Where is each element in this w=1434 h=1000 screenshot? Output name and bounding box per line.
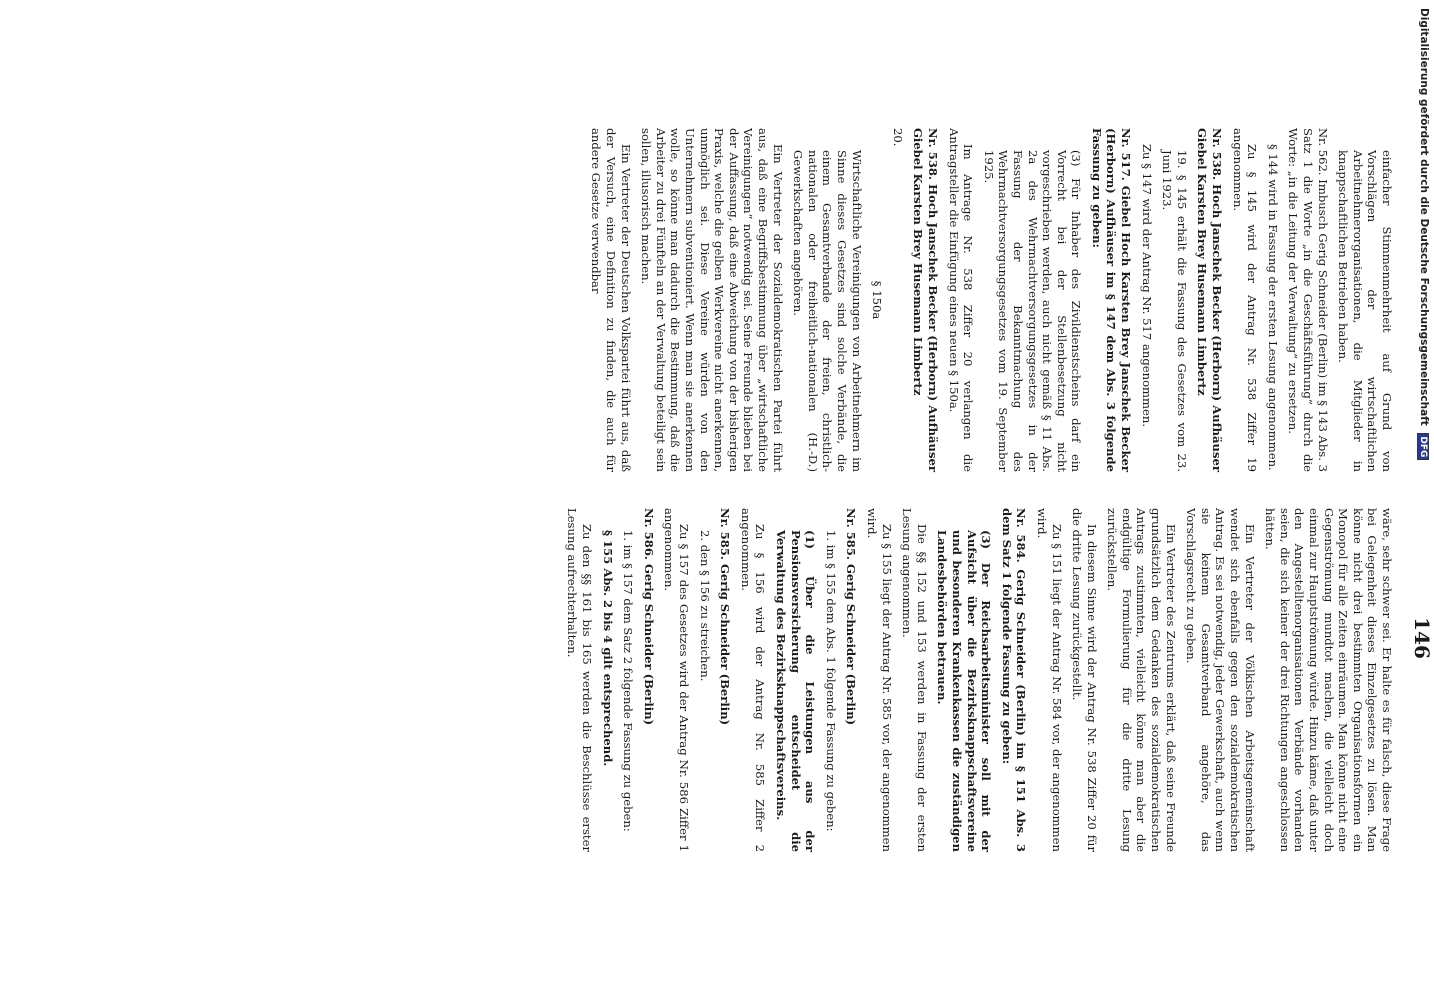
dfg-logo: DFG xyxy=(1417,433,1429,460)
motion-text: (1) Über die Leistungen aus der Pensionsversicherung entscheidet die Verwaltung des Bezirksknappschaftsvereins. xyxy=(774,530,818,852)
paragraph: Zu § 147 wird der Antrag Nr. 517 angenommen. xyxy=(1139,144,1154,428)
motion-text: § 155 Abs. 2 bis 4 gilt entsprechend. xyxy=(600,530,615,767)
digitization-notice xyxy=(1416,8,1430,992)
paragraph: Zu § 157 des Gesetzes wird der Antrag Nr. 586 Ziffer 1 angenommen. xyxy=(662,508,692,852)
funding-note: Digitalisierung gefördert durch die Deutsche Forschungsgemeinschaft xyxy=(1418,8,1430,426)
paragraph: Zu § 151 liegt der Antrag Nr. 584 vor, der angenommen wird. xyxy=(1034,508,1064,852)
section-heading: § 150a xyxy=(870,280,885,320)
motion-586-heading: Nr. 586. Gerig Schneider (Berlin) xyxy=(641,508,656,726)
motion-item: 1. im § 155 dem Abs. 1 folgende Fassung zu geben: xyxy=(823,530,838,832)
paragraph: Im Antrage Nr. 538 Ziffer 20 verlangen die Antragsteller die Einfügung eines neuen § 150a. xyxy=(946,128,976,472)
paragraph: Zu § 155 liegt der Antrag Nr. 585 vor, der angenommen wird. xyxy=(865,508,894,852)
motion-item: 1. im § 157 dem Satz 2 folgende Fassung zu geben: xyxy=(621,530,636,832)
paragraph: Ein Vertreter der Sozialdemokratischen Partei führt aus, daß eine Begriffsbestimmung über „wirtschaftliche Vereinigungen“ notwendig sei. Seine Freunde blieben bei der Auffassung, daß eine Abweichung von der bisherigen Praxis, welche die gelben Werkvereine nicht anerkennen, unmöglich sei. Diese Vereine würden von den Unternehmern subventioniert. Wenn man sie anerkennen wolle, so könne man dadurch die Bestimmung, daß die Arbeiter zu drei Fünfteln an der Verwaltung beteiligt sein sollen, illusorisch machen. xyxy=(639,128,785,472)
paragraph: In diesem Sinne wird der Antrag Nr. 538 Ziffer 20 für die dritte Lesung zurückgestellt. xyxy=(1070,508,1099,852)
motion-text: Wirtschaftliche Vereinigungen von Arbeitnehmern im Sinne dieses Gesetzes sind solche Verbände, die einem Gesamtverbande der freien, christlich-nationalen oder freiheitlich-nationalen (H.-D.) Gewerkschaften angehören. xyxy=(791,150,864,472)
motion-item-number: 20. xyxy=(890,128,905,147)
motion-538-heading: Nr. 538. Hoch Janschek Becker (Herborn) Aufhäuser Giebel Karsten Brey Husemann Limbertz xyxy=(1195,128,1225,472)
paragraph: Die §§ 152 und 153 werden in Fassung der ersten Lesung angenommen. xyxy=(900,508,929,852)
motion-517-heading: Nr. 517. Giebel Hoch Karsten Brey Janschek Becker (Herborn) Aufhäuser im § 147 dem Abs. 3 folgende Fassung zu geben: xyxy=(1089,128,1134,472)
paragraph: Ein Vertreter der Völkischen Arbeitsgemeinschaft wendet sich ebenfalls gegen den sozialdemokratischen Antrag. Es sei notwendig, jeder Gewerkschaft, auch wenn sie keinem Gesamtverband angehöre, das Vorschlagsrecht zu geben. xyxy=(1184,508,1257,852)
paragraph: Ein Vertreter des Zentrums erklärt, daß seine Freunde grundsätzlich dem Gedanken des sozialdemokratischen Antrags zustimmten, vielleicht könne man aber die endgültige Formulierung für die dritte Lesung zurückstellen. xyxy=(1105,508,1178,852)
motion-584-heading: Nr. 584. Gerig Schneider (Berlin) im § 151 Abs. 3 dem Satz 1 folgende Fassung zu geben: xyxy=(999,508,1029,852)
motion-562: Nr. 562. Imbusch Gerig Schneider (Berlin) im § 143 Abs. 3 Satz 1 die Worte „in die Geschäftsführung“ durch die Worte: „in die Leitung der Verwaltung“ zu ersetzen. xyxy=(1286,128,1330,472)
motion-585-heading: Nr. 585. Gerig Schneider (Berlin) xyxy=(844,508,859,726)
motion-item: 2. den § 156 zu streichen. xyxy=(697,530,712,682)
paragraph: einfacher Stimmenmehrheit auf Grund von Vorschlägen der wirtschaftlichen Arbeitnehmerorganisationen, die Mitglieder in knappschaftlichen Betrieben haben. xyxy=(1336,150,1394,472)
right-column xyxy=(559,508,1394,852)
paragraph: Ein Vertreter der Deutschen Volkspartei führt aus, daß der Versuch, eine Definition zu finden, die auch für andere Gesetze verwendbar xyxy=(589,128,633,472)
page-number: 146 xyxy=(1410,617,1434,659)
motion-text: (3) Der Reichsarbeitsminister soll mit der Aufsicht über die Bezirksknappschaftsvereine und besonderen Krankenkassen die zuständigen Landesbehörden betrauen. xyxy=(935,530,994,852)
motion-text: (3) Für Inhaber des Zivildienstscheins darf ein Vorrecht bei der Stellenbesetzung nicht vorgeschrieben werden, auch nicht gemäß § 11 Abs. 2a des Wehrmachtversorgungsgesetzes in der Fassung der Bekanntmachung des Wehrmachtversorgungsgesetzes vom 19. September 1925. xyxy=(981,150,1084,472)
motion-item: 19. § 145 erhält die Fassung des Gesetzes vom 23. Juni 1923. xyxy=(1160,150,1189,472)
motion-538-heading: Nr. 538. Hoch Janschek Becker (Herborn) Aufhäuser Giebel Karsten Brey Husemann Limbertz xyxy=(911,128,940,472)
paragraph: § 144 wird in Fassung der ersten Lesung angenommen. xyxy=(1265,144,1280,471)
paragraph: wäre, sehr schwer sei. Er halte es für falsch, diese Frage bei Gelegenheit dieses Einzelgesetzes zu lösen. Man könne nicht drei bestimmten Organisationsformen ein Monopol für alle Zeiten einräumen. Man könne nicht eine Gegenströmung mundtot machen, die vielleicht doch einmal zur Hauptströmung würde. Hinzu käme, daß unter den Angestelltenorganisationen Verbände vorhanden seien, die sich keiner der drei Richtungen angeschlossen hätten. xyxy=(1263,508,1394,852)
left-column xyxy=(583,128,1394,472)
paragraph: Zu den §§ 161 bis 165 werden die Beschlüsse erster Lesung aufrechterhalten. xyxy=(565,508,595,852)
motion-585-heading: Nr. 585. Gerig Schneider (Berlin) xyxy=(718,508,733,726)
paragraph: Zu § 156 wird der Antrag Nr. 585 Ziffer 2 angenommen. xyxy=(738,508,768,852)
paragraph: Zu § 145 wird der Antrag Nr. 538 Ziffer 19 angenommen. xyxy=(1230,128,1260,472)
page-content xyxy=(144,128,1434,888)
